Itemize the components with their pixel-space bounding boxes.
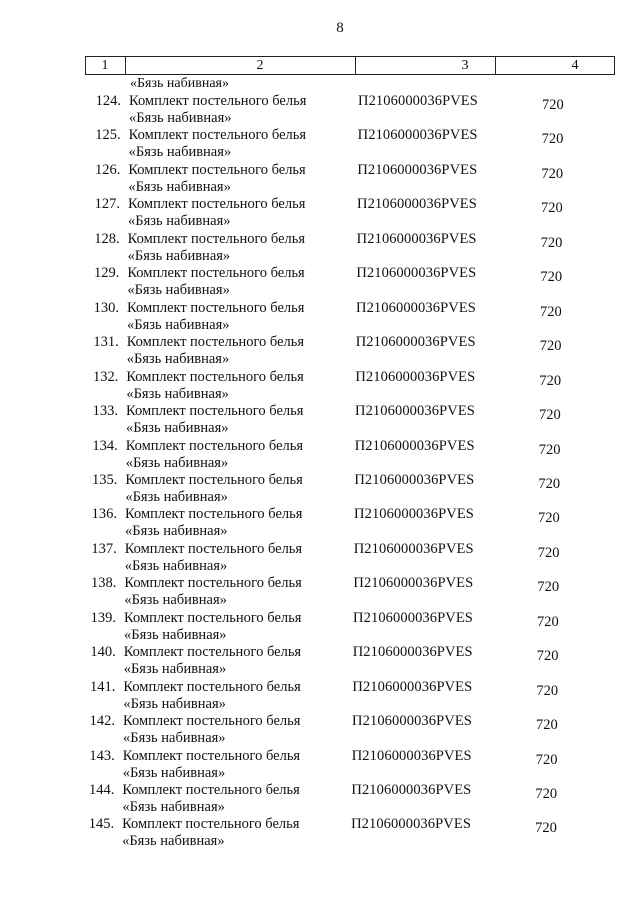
row-number: 143. — [89, 747, 115, 764]
item-code: П2106000036PVES — [354, 471, 475, 488]
table-row — [0, 644, 640, 678]
item-name-line-2: «Бязь набивная» — [126, 351, 230, 368]
row-number: 126. — [94, 161, 121, 178]
item-name-line-1: Комплект постельного белья — [126, 403, 304, 420]
table-row — [0, 541, 640, 575]
item-name-line-1: Комплект постельного белья — [123, 713, 301, 730]
table-row — [0, 748, 640, 782]
table-row — [0, 265, 640, 299]
table-row — [0, 782, 640, 816]
row-number: 144. — [89, 782, 115, 798]
table-row — [0, 816, 640, 850]
item-code: П2106000036PVES — [352, 644, 473, 661]
row-number: 137. — [91, 540, 117, 557]
item-name-line-1: Комплект постельного белья — [128, 127, 307, 144]
table-row — [0, 679, 640, 713]
item-name-line-2: «Бязь набивная» — [122, 833, 225, 850]
row-number: 145. — [88, 816, 115, 833]
item-quantity: 720 — [540, 303, 562, 320]
item-code: П2106000036PVES — [354, 506, 474, 523]
item-quantity: 720 — [541, 200, 563, 217]
item-name-line-2: «Бязь набивная» — [126, 420, 229, 437]
header-col-3: 3 — [461, 58, 469, 73]
item-quantity: 720 — [536, 717, 558, 734]
item-quantity: 720 — [539, 372, 562, 389]
table-row — [0, 231, 640, 265]
item-name-line-2: «Бязь набивная» — [124, 592, 227, 609]
item-name-line-2: «Бязь набивная» — [125, 488, 228, 505]
item-code: П2106000036PVES — [356, 265, 477, 282]
item-quantity: 720 — [537, 544, 560, 561]
item-name-line-1: Комплект постельного белья — [126, 368, 304, 385]
item-code: П2106000036PVES — [357, 161, 478, 178]
item-name-line-1: Комплект постельного белья — [125, 471, 303, 488]
item-code: П2106000036PVES — [352, 713, 472, 730]
item-name-line-1: Комплект постельного белья — [126, 334, 305, 351]
item-code: П2106000036PVES — [355, 334, 476, 351]
header-divider — [614, 57, 615, 74]
item-name-line-1: Комплект постельного белья — [123, 678, 301, 695]
table-row — [0, 300, 640, 334]
item-code: П2106000036PVES — [353, 609, 473, 626]
item-name-line-1: Комплект постельного белья — [122, 782, 300, 798]
row-number: 129. — [93, 265, 120, 282]
item-name-line-2: «Бязь набивная» — [128, 178, 231, 195]
table-row — [0, 334, 640, 368]
item-name-line-1: Комплект постельного белья — [124, 609, 302, 626]
item-name-line-2: «Бязь набивная» — [123, 730, 226, 747]
table-row — [0, 162, 640, 196]
row-number: 131. — [93, 334, 119, 351]
table-row — [0, 506, 640, 540]
item-code: П2106000036PVES — [352, 678, 473, 695]
item-name-line-2: «Бязь набивная» — [124, 626, 227, 643]
item-name-line-2: «Бязь набивная» — [129, 110, 232, 126]
item-name-line-2: «Бязь набивная» — [125, 454, 229, 471]
row-number: 136. — [91, 506, 118, 523]
row-number: 139. — [90, 609, 117, 626]
item-name-line-2: «Бязь набивная» — [128, 144, 232, 161]
item-name-line-1: Комплект постельного белья — [127, 230, 306, 247]
item-quantity: 720 — [540, 269, 563, 286]
item-quantity: 720 — [538, 441, 561, 458]
table-row — [0, 403, 640, 437]
item-name-line-2: «Бязь набивная» — [125, 523, 228, 540]
item-name-line-1: Комплект постельного белья — [129, 93, 307, 109]
row-number: 128. — [94, 230, 120, 247]
item-name-line-1: Комплект постельного белья — [125, 437, 304, 454]
item-code: П2106000036PVES — [351, 747, 472, 764]
item-quantity: 720 — [535, 786, 558, 802]
item-name-line-1: Комплект постельного белья — [128, 161, 306, 178]
header-col-2: 2 — [256, 58, 264, 73]
item-quantity: 720 — [539, 338, 562, 355]
item-quantity: 720 — [538, 510, 560, 527]
item-code: П2106000036PVES — [358, 93, 478, 109]
item-quantity: 720 — [540, 234, 563, 251]
item-code: П2106000036PVES — [353, 540, 474, 557]
item-quantity: 720 — [537, 579, 560, 596]
row-number: 125. — [95, 127, 121, 144]
item-name-line-1: Комплект постельного белья — [123, 644, 302, 661]
page-number: 8 — [336, 20, 344, 36]
item-name-line-1: Комплект постельного белья — [127, 265, 305, 282]
item-quantity: 720 — [536, 682, 559, 699]
table-row — [0, 713, 640, 747]
item-code: П2106000036PVES — [357, 196, 477, 213]
row-number: 138. — [91, 575, 117, 592]
row-number: 140. — [90, 644, 116, 661]
item-name-line-1: Комплект постельного белья — [122, 747, 301, 764]
item-quantity: 720 — [542, 97, 564, 113]
table-row — [0, 610, 640, 644]
row-number: 134. — [92, 437, 118, 454]
item-name-line-2: «Бязь набивная» — [127, 282, 230, 299]
item-quantity: 720 — [538, 475, 561, 492]
item-code: П2106000036PVES — [355, 403, 475, 420]
item-code: П2106000036PVES — [351, 782, 472, 798]
item-quantity: 720 — [539, 407, 561, 424]
row-number: 124. — [95, 93, 121, 109]
item-name-line-2: «Бязь набивная» — [122, 764, 226, 781]
header-col-1: 1 — [101, 58, 109, 73]
item-name-line-2: «Бязь набивная» — [128, 213, 231, 230]
table-row — [0, 369, 640, 403]
item-name-line-2: «Бязь набивная» — [127, 316, 230, 333]
item-quantity: 720 — [541, 165, 564, 182]
item-name-line-1: Комплект постельного белья — [124, 540, 303, 557]
table-header — [85, 56, 615, 75]
table-row — [0, 575, 640, 609]
item-quantity: 720 — [535, 820, 557, 837]
item-code: П2106000036PVES — [357, 127, 478, 144]
header-col-4: 4 — [571, 58, 579, 73]
table-row — [0, 127, 640, 161]
header-divider — [355, 57, 356, 74]
item-quantity: 720 — [536, 648, 559, 665]
item-name-line-1: Комплект постельного белья — [124, 575, 302, 592]
item-code: П2106000036PVES — [354, 437, 475, 454]
item-name-line-2: «Бязь набивная» — [127, 247, 231, 264]
row-number: 142. — [89, 713, 116, 730]
item-quantity: 720 — [541, 131, 564, 148]
table-row — [0, 196, 640, 230]
table-row — [0, 93, 640, 127]
item-name-line-2: «Бязь набивная» — [122, 799, 225, 815]
item-name-line-1: Комплект постельного белья — [125, 506, 303, 523]
item-code: П2106000036PVES — [355, 368, 476, 385]
row-number: 141. — [90, 678, 116, 695]
item-name-line-2: «Бязь набивная» — [123, 661, 227, 678]
item-quantity: 720 — [537, 613, 559, 630]
row-number: 132. — [92, 368, 119, 385]
item-name-line-2: «Бязь набивная» — [124, 557, 228, 574]
continuation-text: «Бязь набивная» — [130, 76, 229, 91]
table-row — [0, 438, 640, 472]
row-number: 127. — [94, 196, 120, 213]
item-quantity: 720 — [535, 751, 558, 768]
item-code: П2106000036PVES — [356, 230, 477, 247]
item-code: П2106000036PVES — [353, 575, 474, 592]
item-code: П2106000036PVES — [351, 816, 471, 833]
item-name-line-2: «Бязь набивная» — [126, 385, 229, 402]
item-code: П2106000036PVES — [356, 299, 476, 316]
item-name-line-2: «Бязь набивная» — [123, 695, 226, 712]
table-row — [0, 472, 640, 506]
item-name-line-1: Комплект постельного белья — [127, 299, 305, 316]
row-number: 133. — [92, 403, 119, 420]
item-name-line-1: Комплект постельного белья — [128, 196, 306, 213]
item-name-line-1: Комплект постельного белья — [122, 816, 300, 833]
header-divider — [495, 57, 496, 74]
row-number: 135. — [91, 471, 118, 488]
row-number: 130. — [93, 299, 120, 316]
